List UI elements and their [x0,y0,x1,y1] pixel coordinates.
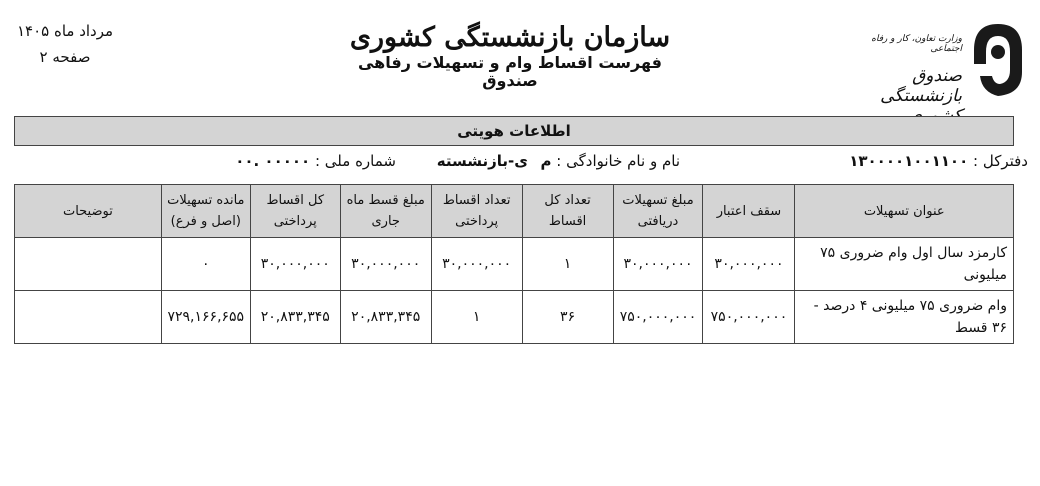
col-header-title: عنوان تسهیلات [795,185,1014,238]
fund-emblem-icon [968,20,1028,98]
page-number: صفحه ۲ [39,48,91,66]
cell-current-installment: ۲۰,۸۳۳,۳۴۵ [340,291,431,344]
report-title: فهرست اقساط وام و تسهیلات رفاهی صندوق [357,53,663,90]
cell-current-installment: ۳۰,۰۰۰,۰۰۰ [340,238,431,291]
cell-notes [15,291,162,344]
table-row [15,291,1014,344]
national-id-label: شماره ملی : [314,152,396,170]
col-header-total-installments: تعداد کل اقساط [522,185,613,238]
loans-table [14,184,1014,344]
office-value: ۱۳۰۰۰۰۱۰۰۱۱۰۰ [849,152,969,170]
col-header-current-installment: مبلغ قسط ماه جاری [340,185,431,238]
office-field [849,152,1028,170]
report-meta [10,18,120,70]
cell-total-paid: ۳۰,۰۰۰,۰۰۰ [250,238,340,291]
cell-total-paid: ۲۰,۸۳۳,۳۴۵ [250,291,340,344]
table-header-row [15,185,1014,238]
cell-remaining: ۰ [161,238,250,291]
col-header-total-paid: کل اقساط پرداختی [250,185,340,238]
col-header-paid-installments: تعداد اقساط پرداختی [431,185,522,238]
national-id-value: ۰۰۰۰۰ .۰۰ [235,152,311,170]
cell-total-installments: ۱ [522,238,613,291]
cell-notes [15,238,162,291]
col-header-remaining: مانده تسهیلات (اصل و فرع) [161,185,250,238]
col-header-notes: توضیحات [15,185,162,238]
report-date: مرداد ماه ۱۴۰۵ [16,22,114,40]
identity-section-title: اطلاعات هویتی [14,116,1014,146]
ministry-name: وزارت تعاون، کار و رفاه اجتماعی [871,34,962,54]
table-row [15,238,1014,291]
col-header-credit-limit: سقف اعتبار [703,185,795,238]
name-label: نام و نام خانوادگی : [556,152,680,170]
status-value: ی-بازنشسته [436,152,528,170]
cell-credit-limit: ۳۰,۰۰۰,۰۰۰ [703,238,795,291]
cell-paid-installments: ۱ [431,291,522,344]
name-field [541,152,680,170]
cell-title: وام ضروری ۷۵ میلیونی ۴ درصد - ۳۶ قسط [795,291,1014,344]
cell-total-installments: ۳۶ [522,291,613,344]
organization-title: سازمان بازنشستگی کشوری [349,22,671,53]
report-header [340,22,680,90]
name-value: م [540,152,552,170]
cell-paid-installments: ۳۰,۰۰۰,۰۰۰ [431,238,522,291]
office-label: دفترکل : [973,152,1028,170]
col-header-received-amount: مبلغ تسهیلات دریافتی [613,185,703,238]
fund-logo [838,20,1028,106]
fund-name: صندوق بازنشستگی [880,66,962,106]
national-id-field [235,152,396,170]
cell-received-amount: ۷۵۰,۰۰۰,۰۰۰ [613,291,703,344]
cell-remaining: ۷۲۹,۱۶۶,۶۵۵ [161,291,250,344]
cell-received-amount: ۳۰,۰۰۰,۰۰۰ [613,238,703,291]
cell-credit-limit: ۷۵۰,۰۰۰,۰۰۰ [703,291,795,344]
cell-title: کارمزد سال اول وام ضروری ۷۵ میلیونی [795,238,1014,291]
